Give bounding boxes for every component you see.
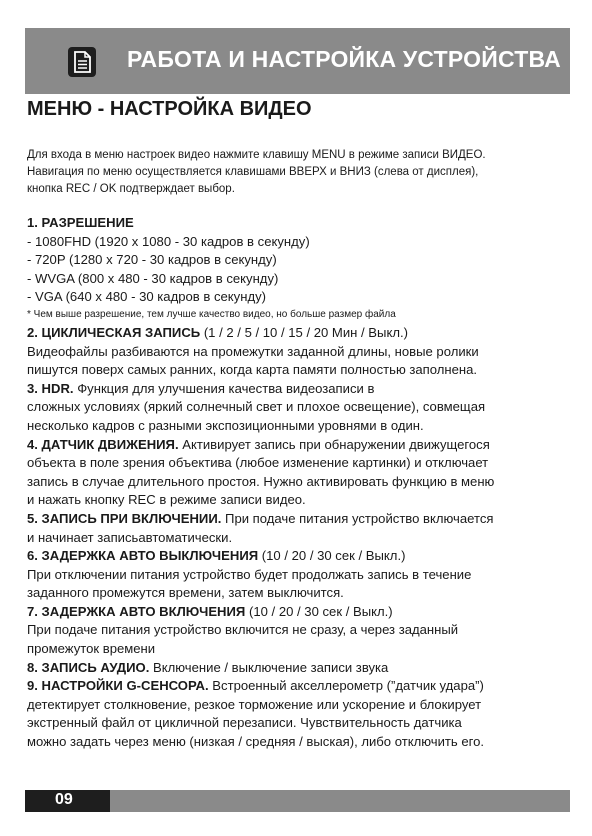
section-line: экстренный файл от цикличной перезаписи. Чувствительность датчика [27,715,462,731]
section-line: пишутся поверх самых ранних, когда карта памяти полностью заполнена. [27,362,478,378]
section-title: 8. ЗАПИСЬ АУДИО. [27,659,150,675]
section-title: 4. ДАТЧИК ДВИЖЕНИЯ. [27,436,179,452]
section-line: заданного промежутся времени, затем выключится. [27,585,344,601]
section-loop-recording [27,324,562,380]
section-motion-sensor [27,436,562,510]
section-hdr [27,380,562,436]
section-title: 3. HDR. [27,380,74,396]
resolution-option: - WVGA (800 x 480 - 30 кадров в секунду) [27,270,279,286]
section-title: 5. ЗАПИСЬ ПРИ ВКЛЮЧЕНИИ. [27,510,222,526]
section-line: Видеофайлы разбиваются на промежутки заданной длины, новые ролики [27,343,479,359]
section-line: запись в случае длительного простоя. Нужно активировать функцию в меню [27,473,495,489]
settings-list [27,214,562,752]
section-inline-text: Активирует запись при обнаружении движущегося [178,436,490,452]
page-title: МЕНЮ - НАСТРОЙКА ВИДЕО [27,98,312,120]
section-line: промежуток времени [27,641,156,657]
section-title: 6. ЗАДЕРЖКА АВТО ВЫКЛЮЧЕНИЯ [27,548,259,564]
section-inline-text: (1 / 2 / 5 / 10 / 15 / 20 Мин / Выкл.) [200,324,408,340]
resolution-option: - 1080FHD (1920 x 1080 - 30 кадров в секунду) [27,233,310,249]
section-line: При отключении питания устройство будет продолжать запись в течение [27,566,472,582]
chapter-title: РАБОТА И НАСТРОЙКА УСТРОЙСТВА [127,46,561,72]
resolution-option: - 720P (1280 x 720 - 30 кадров в секунду) [27,252,277,268]
section-inline-text: При подаче питания устройство включается [221,510,494,526]
section-audio-recording [27,659,562,678]
section-line: можно задать через меню (низкая / средняя / выская), либо отключить его. [27,734,485,750]
page-number: 09 [55,791,73,808]
document-icon [67,46,97,78]
section-inline-text: Встроенный акселлерометр (”датчик удара”) [208,678,484,694]
intro-paragraph [27,147,557,198]
section-line: несколько кадров с разными экспозиционными уровнями в один. [27,417,424,433]
section-auto-record [27,510,562,547]
section-title: 1. РАЗРЕШЕНИЕ [27,215,134,230]
section-auto-on-delay [27,603,562,659]
section-line: объекта в поле зрения объектива (любое изменение картинки) и отключает [27,455,489,471]
section-line: и начинает записьавтоматически. [27,529,233,545]
section-inline-text: Функция для улучшения качества видеозаписи в [73,380,375,396]
section-line: детектирует столкновение, резкое торможение или ускорение и блокирует [27,696,482,712]
chapter-header [25,28,570,94]
resolution-note: * Чем выше разрешение, тем лучше качество видео, но больше размер файла [27,308,396,320]
section-title: 2. ЦИКЛИЧЕСКАЯ ЗАПИСЬ [27,324,201,340]
intro-line: кнопка REC / OK подтверждает выбор. [27,183,235,195]
resolution-option: - VGA (640 x 480 - 30 кадров в секунду) [27,289,266,305]
section-title: 9. НАСТРОЙКИ G-СЕНСОРА. [27,678,209,694]
section-line: и нажать кнопку REC в режиме записи видео. [27,492,306,508]
section-line: сложных условиях (яркий солнечный свет и плохое освещение), совмещая [27,399,486,415]
intro-line: Для входа в меню настроек видео нажмите клавишу MENU в режиме записи ВИДЕО. [27,149,486,161]
section-resolution [27,214,562,322]
section-inline-text: (10 / 20 / 30 сек / Выкл.) [245,603,393,619]
intro-line: Навигация по меню осуществляется клавишами ВВЕРХ и ВНИЗ (слева от дисплея), [27,166,479,178]
section-inline-text: (10 / 20 / 30 сек / Выкл.) [258,548,406,564]
section-auto-off-delay [27,547,562,603]
section-line: При подаче питания устройство включится не сразу, а через заданный [27,622,459,638]
section-g-sensor [27,677,562,751]
section-title: 7. ЗАДЕРЖКА АВТО ВКЛЮЧЕНИЯ [27,603,246,619]
section-inline-text: Включение / выключение записи звука [149,659,389,675]
